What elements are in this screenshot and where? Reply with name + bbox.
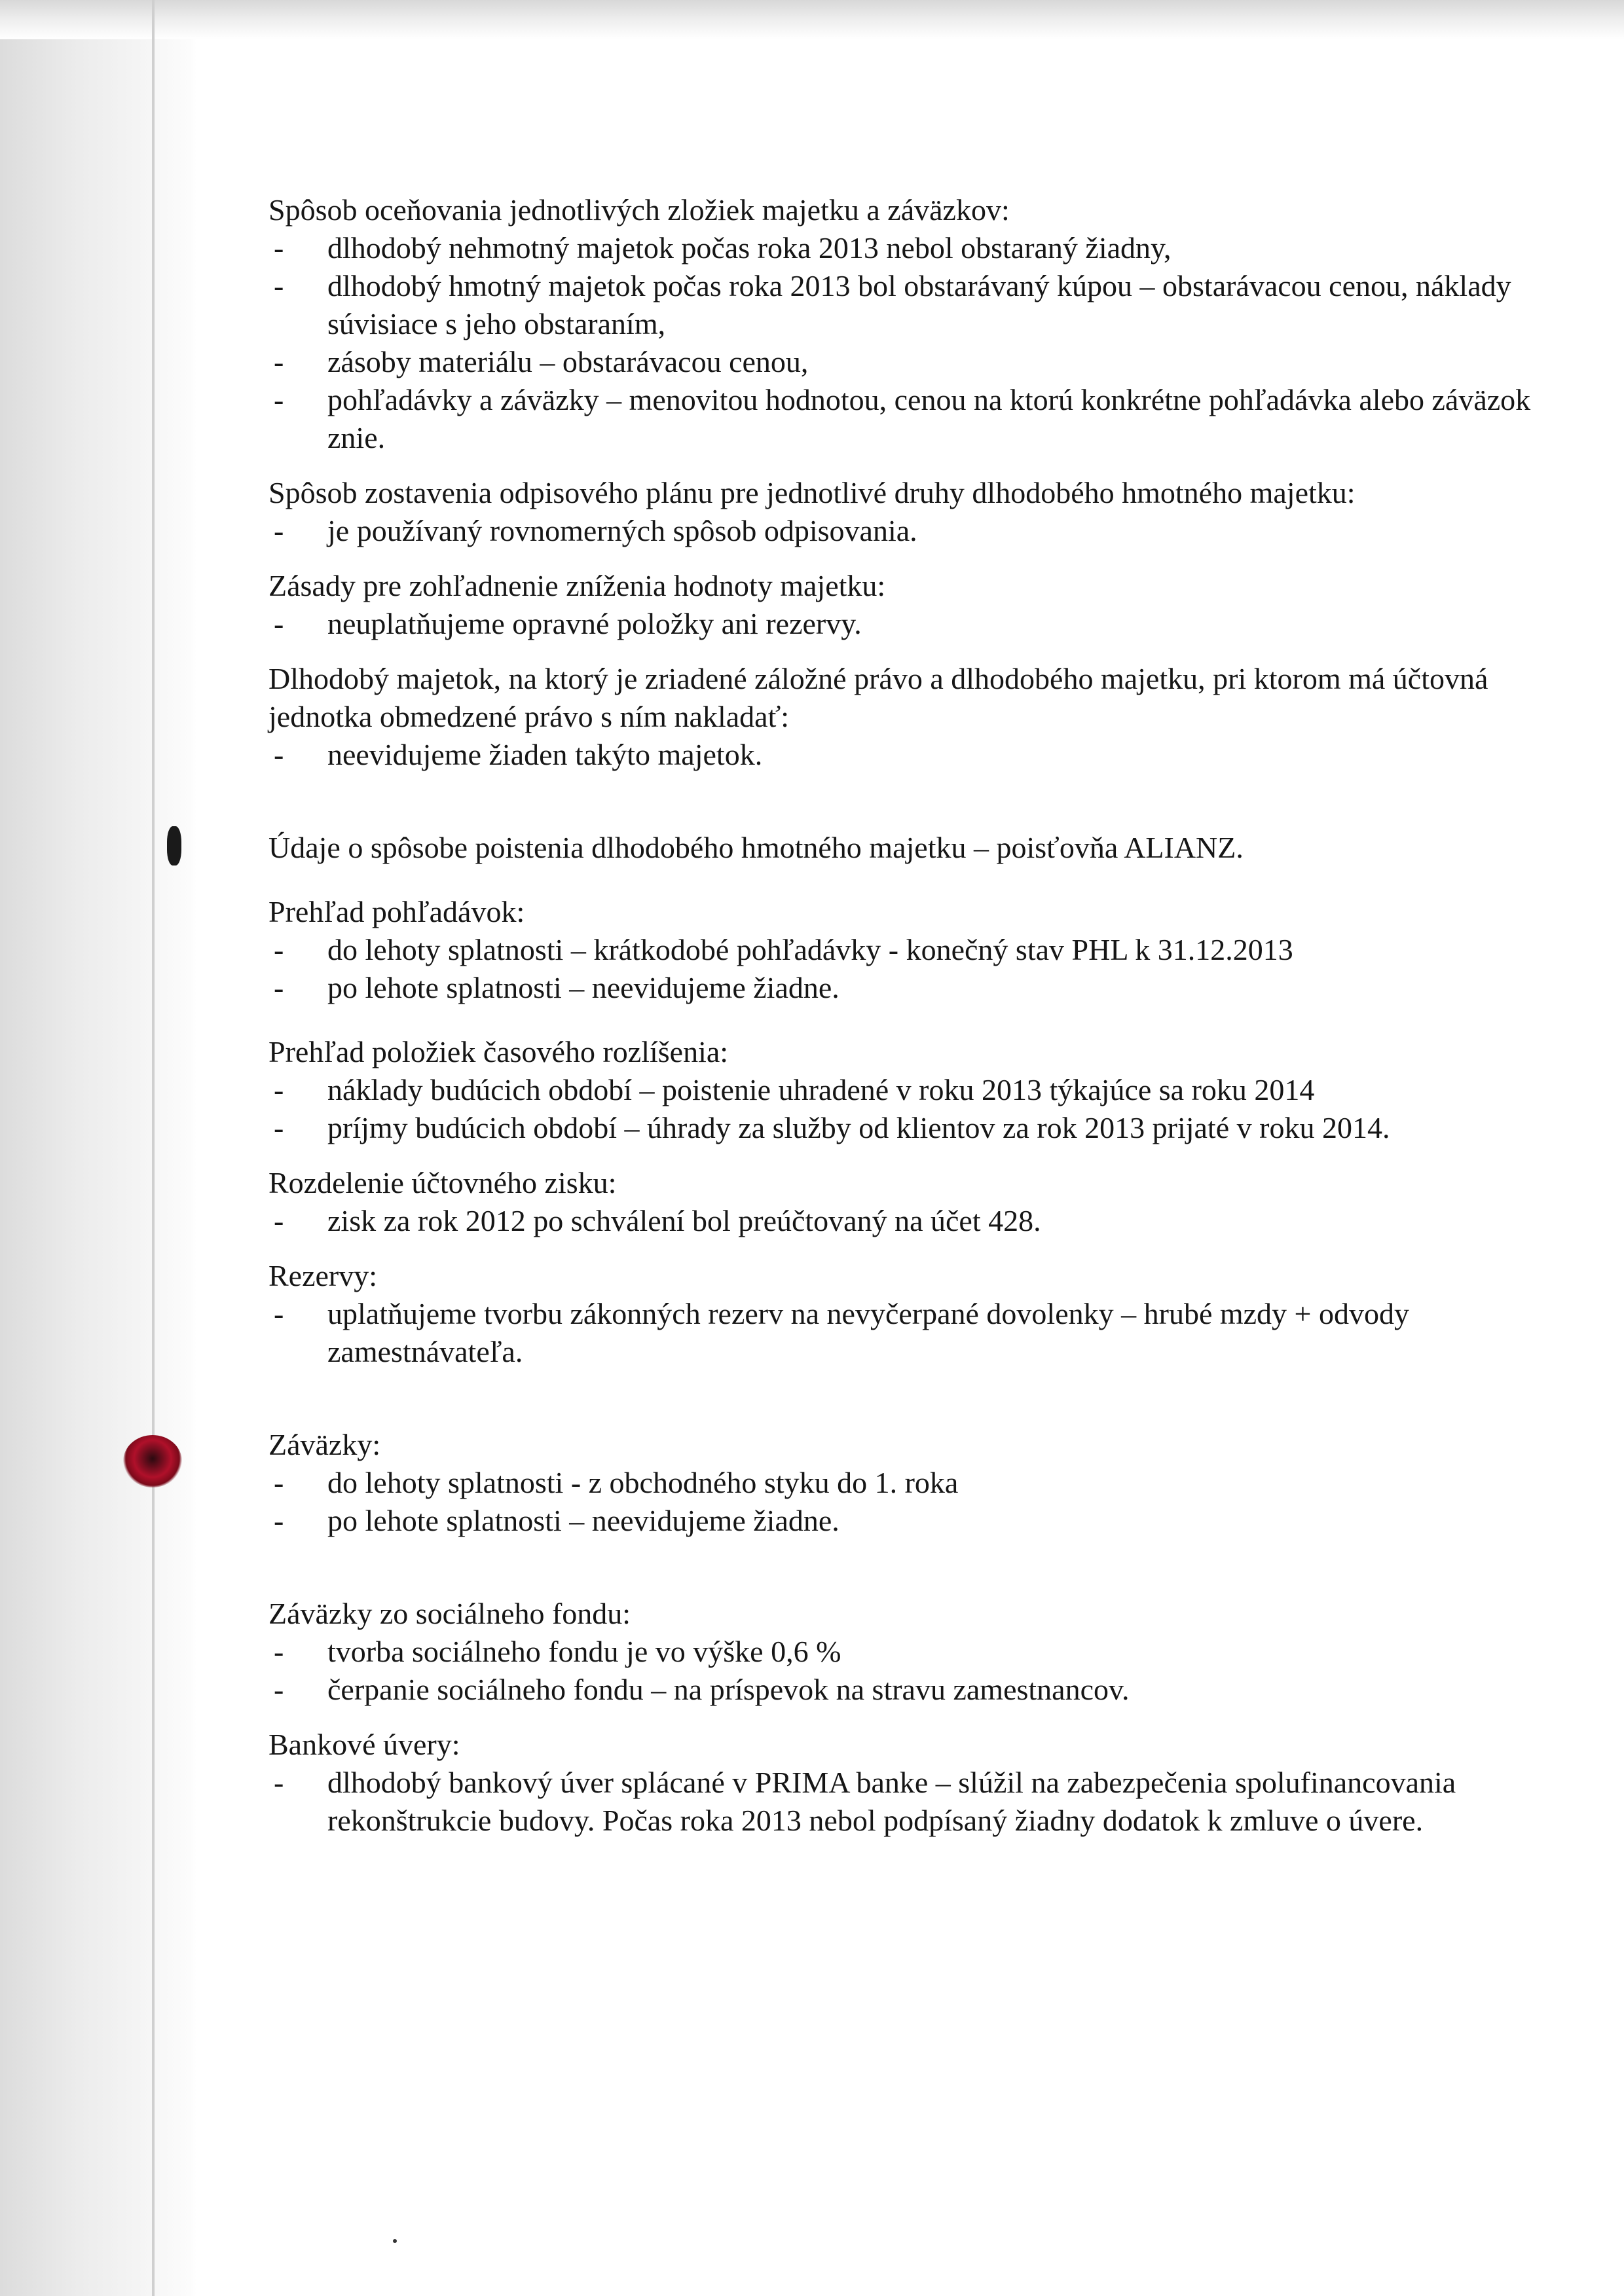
bullet-list [268,736,1532,774]
section-social-fund [268,1595,1532,1709]
list-item-text: zásoby materiálu – obstarávacou cenou, [327,345,809,378]
bullet-list [268,1464,1532,1540]
list-item-text: dlhodobý hmotný majetok počas roka 2013 bol obstarávaný kúpou – obstarávacou cenou, náklady súvisiace s jeho obstaraním, [327,269,1511,340]
scan-speck [393,2239,397,2243]
list-item-text: po lehote splatnosti – neevidujeme žiadne. [327,971,840,1004]
section-profit-distribution [268,1164,1532,1240]
document-body [268,191,1532,1840]
section-depreciation-plan [268,474,1532,550]
section-heading: Prehľad položiek časového rozlíšenia: [268,1035,729,1068]
list-item-text: dlhodobý nehmotný majetok počas roka 2013 nebol obstaraný žiadny, [327,231,1172,264]
list-item: - dlhodobý nehmotný majetok počas roka 2013 nebol obstaraný žiadny, [274,231,1172,264]
section-heading: Rozdelenie účtovného zisku: [268,1166,617,1199]
list-item: - zásoby materiálu – obstarávacou cenou, [274,345,809,378]
bullet-list [268,1295,1532,1371]
bullet-list [268,1633,1532,1709]
list-item-text: dlhodobý bankový úver splácané v PRIMA banke – slúžil na zabezpečenia spolufinancovania rekonštrukcie budovy. Počas roka 2013 nebol podpísaný žiadny dodatok k zmluve o úvere. [327,1766,1456,1837]
page-fold-line [152,0,155,2296]
list-item-text: neevidujeme žiaden takýto majetok. [327,738,763,771]
list-item: - tvorba sociálneho fondu je vo výške 0,6 % [274,1635,841,1668]
list-item: - náklady budúcich období – poistenie uhradené v roku 2013 týkajúce sa roku 2014 [274,1073,1315,1106]
list-item: - zisk za rok 2012 po schválení bol preúčtovaný na účet 428. [274,1204,1041,1237]
list-item-text: po lehote splatnosti – neevidujeme žiadne. [327,1504,840,1537]
section-liabilities [268,1426,1532,1540]
section-heading: Záväzky zo sociálneho fondu: [268,1597,631,1630]
list-item-text: príjmy budúcich období – úhrady za služby od klientov za rok 2013 prijaté v roku 2014. [327,1111,1390,1144]
list-item-text: neuplatňujeme opravné položky ani rezervy. [327,607,862,640]
list-item-text: je používaný rovnomerných spôsob odpisovania. [327,514,917,547]
scan-top-edge-shadow [0,0,1624,39]
section-receivables [268,893,1532,1007]
bullet-list [268,931,1532,1007]
scan-left-margin-shadow [0,0,196,2296]
section-heading: Záväzky: [268,1428,381,1461]
section-valuation-methods [268,191,1532,457]
section-heading: Prehľad pohľadávok: [268,895,525,928]
section-heading: Rezervy: [268,1259,378,1292]
section-bank-loans [268,1726,1532,1840]
section-insurance [268,829,1532,867]
bullet-list [268,512,1532,550]
section-heading: Zásady pre zohľadnenie zníženia hodnoty majetku: [268,569,886,602]
list-item: - dlhodobý bankový úver splácané v PRIMA banke – slúžil na zabezpečenia spolufinancovania rekonštrukcie budovy. Počas roka 2013 nebol podpísaný žiadny dodatok k zmluve o úvere. [274,1766,1456,1837]
binding-punch-hole [167,826,181,866]
section-pledged-assets [268,660,1532,774]
list-item: - do lehoty splatnosti – krátkodobé pohľadávky - konečný stav PHL k 31.12.2013 [274,933,1293,966]
bullet-list [268,1202,1532,1240]
binding-clip-mark [123,1435,182,1487]
section-impairment [268,567,1532,643]
section-accruals [268,1033,1532,1147]
list-item: - po lehote splatnosti – neevidujeme žiadne. [274,1504,840,1537]
list-item: - príjmy budúcich období – úhrady za služby od klientov za rok 2013 prijaté v roku 2014. [274,1111,1390,1144]
bullet-list [268,1071,1532,1147]
list-item-text: pohľadávky a záväzky – menovitou hodnotou, cenou na ktorú konkrétne pohľadávka alebo záväzok znie. [327,383,1531,454]
section-heading: Dlhodobý majetok, na ktorý je zriadené záložné právo a dlhodobého majetku, pri ktorom má účtovná jednotka obmedzené právo s ním nakladať: [268,662,1488,733]
list-item-text: zisk za rok 2012 po schválení bol preúčtovaný na účet 428. [327,1204,1041,1237]
section-heading: Spôsob oceňovania jednotlivých zložiek majetku a záväzkov: [268,193,1010,227]
list-item: - do lehoty splatnosti - z obchodného styku do 1. roka [274,1466,959,1499]
section-heading: Spôsob zostavenia odpisového plánu pre jednotlivé druhy dlhodobého hmotného majetku: [268,476,1356,509]
list-item-text: do lehoty splatnosti – krátkodobé pohľadávky - konečný stav PHL k 31.12.2013 [327,933,1293,966]
section-heading: Bankové úvery: [268,1728,460,1761]
list-item-text: tvorba sociálneho fondu je vo výške 0,6 % [327,1635,841,1668]
list-item: - čerpanie sociálneho fondu – na príspevok na stravu zamestnancov. [274,1673,1130,1706]
bullet-list [268,605,1532,643]
list-item: - neuplatňujeme opravné položky ani rezervy. [274,607,862,640]
section-provisions [268,1257,1532,1371]
list-item-text: uplatňujeme tvorbu zákonných rezerv na nevyčerpané dovolenky – hrubé mzdy + odvody zamestnávateľa. [327,1297,1410,1368]
list-item: - je používaný rovnomerných spôsob odpisovania. [274,514,917,547]
bullet-list [268,1764,1532,1840]
bullet-list [268,229,1532,457]
list-item-text: do lehoty splatnosti - z obchodného styku do 1. roka [327,1466,959,1499]
list-item: - neevidujeme žiaden takýto majetok. [274,738,763,771]
list-item-text: náklady budúcich období – poistenie uhradené v roku 2013 týkajúce sa roku 2014 [327,1073,1315,1106]
list-item: - pohľadávky a záväzky – menovitou hodnotou, cenou na ktorú konkrétne pohľadávka alebo záväzok znie. [274,383,1531,454]
list-item: - dlhodobý hmotný majetok počas roka 2013 bol obstarávaný kúpou – obstarávacou cenou, náklady súvisiace s jeho obstaraním, [274,269,1511,340]
list-item-text: čerpanie sociálneho fondu – na príspevok na stravu zamestnancov. [327,1673,1130,1706]
list-item: - po lehote splatnosti – neevidujeme žiadne. [274,971,840,1004]
list-item: - uplatňujeme tvorbu zákonných rezerv na nevyčerpané dovolenky – hrubé mzdy + odvody zamestnávateľa. [274,1297,1410,1368]
insurance-paragraph: Údaje o spôsobe poistenia dlhodobého hmotného majetku – poisťovňa ALIANZ. [268,831,1244,864]
